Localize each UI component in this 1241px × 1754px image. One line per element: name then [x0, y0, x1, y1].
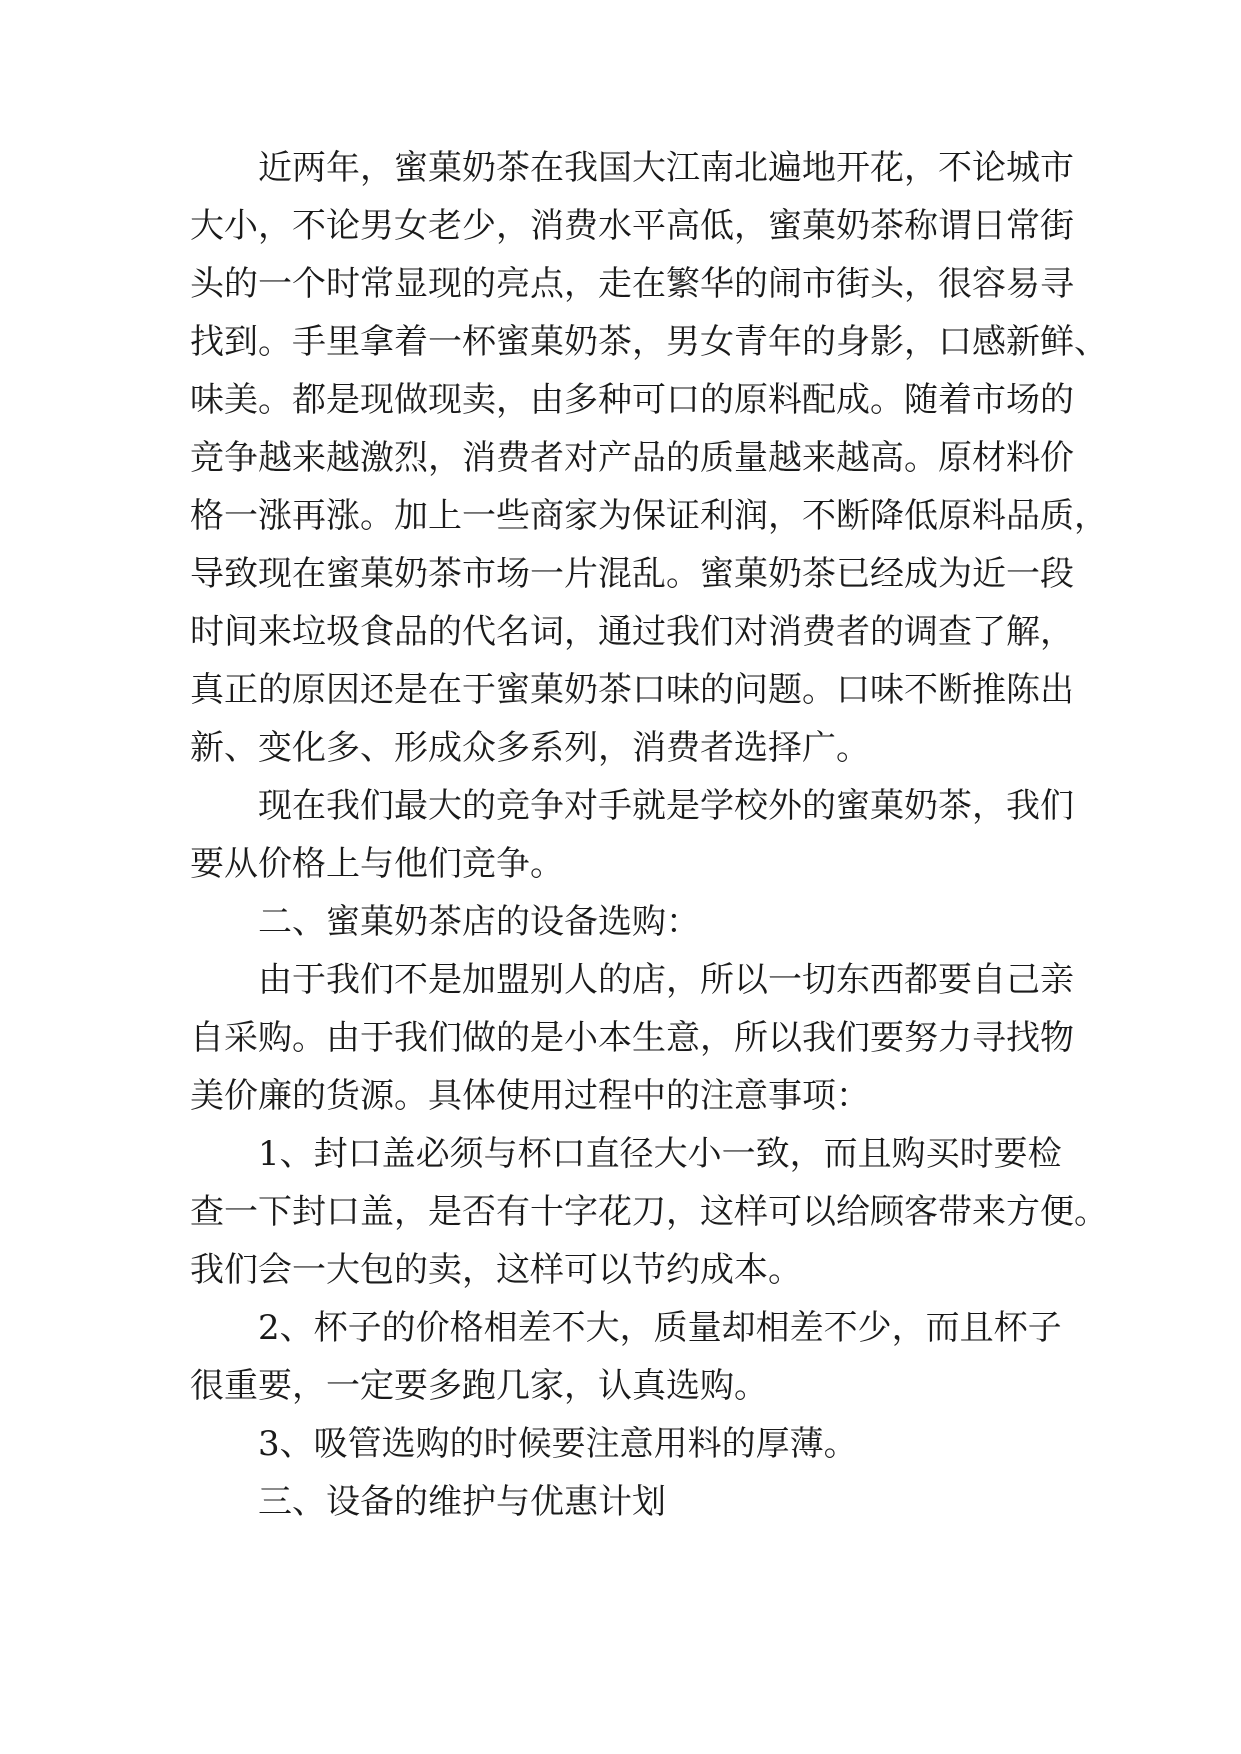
paragraph-line: 新、变化多、形成众多系列，消费者选择广。	[190, 728, 870, 768]
paragraph-line: 大小，不论男女老少，消费水平高低，蜜菓奶茶称谓日常街	[190, 206, 1074, 246]
list-item-line: 3、吸管选购的时候要注意用料的厚薄。	[258, 1424, 858, 1464]
paragraph-line: 竞争越来越激烈，消费者对产品的质量越来越高。原材料价	[190, 438, 1074, 478]
paragraph-line: 现在我们最大的竞争对手就是学校外的蜜菓奶茶，我们	[258, 786, 1074, 826]
paragraph-line: 头的一个时常显现的亮点，走在繁华的闹市街头，很容易寻	[190, 264, 1074, 304]
paragraph-line: 近两年，蜜菓奶茶在我国大江南北遍地开花，不论城市	[258, 148, 1074, 188]
list-item-line: 我们会一大包的卖，这样可以节约成本。	[190, 1250, 802, 1290]
paragraph-line: 要从价格上与他们竞争。	[190, 844, 564, 884]
section-heading: 二、蜜菓奶茶店的设备选购：	[258, 902, 700, 942]
list-item-line: 查一下封口盖，是否有十字花刀，这样可以给顾客带来方便。	[190, 1192, 1108, 1232]
paragraph-line: 由于我们不是加盟别人的店，所以一切东西都要自己亲	[258, 960, 1074, 1000]
paragraph-line: 美价廉的货源。具体使用过程中的注意事项：	[190, 1076, 870, 1116]
paragraph-line: 导致现在蜜菓奶茶市场一片混乱。蜜菓奶茶已经成为近一段	[190, 554, 1074, 594]
paragraph-line: 真正的原因还是在于蜜菓奶茶口味的问题。口味不断推陈出	[190, 670, 1074, 710]
list-item-line: 很重要，一定要多跑几家，认真选购。	[190, 1366, 768, 1406]
section-heading: 三、设备的维护与优惠计划	[258, 1482, 666, 1522]
paragraph-line: 自采购。由于我们做的是小本生意，所以我们要努力寻找物	[190, 1018, 1074, 1058]
paragraph-line: 时间来垃圾食品的代名词，通过我们对消费者的调查了解，	[190, 612, 1074, 652]
list-item-line: 2、杯子的价格相差不大，质量却相差不少，而且杯子	[258, 1308, 1062, 1348]
paragraph-line: 找到。手里拿着一杯蜜菓奶茶，男女青年的身影，口感新鲜、	[190, 322, 1108, 362]
paragraph-line: 味美。都是现做现卖，由多种可口的原料配成。随着市场的	[190, 380, 1074, 420]
list-item-line: 1、封口盖必须与杯口直径大小一致，而且购买时要检	[258, 1134, 1062, 1174]
paragraph-line: 格一涨再涨。加上一些商家为保证利润，不断降低原料品质，	[190, 496, 1108, 536]
